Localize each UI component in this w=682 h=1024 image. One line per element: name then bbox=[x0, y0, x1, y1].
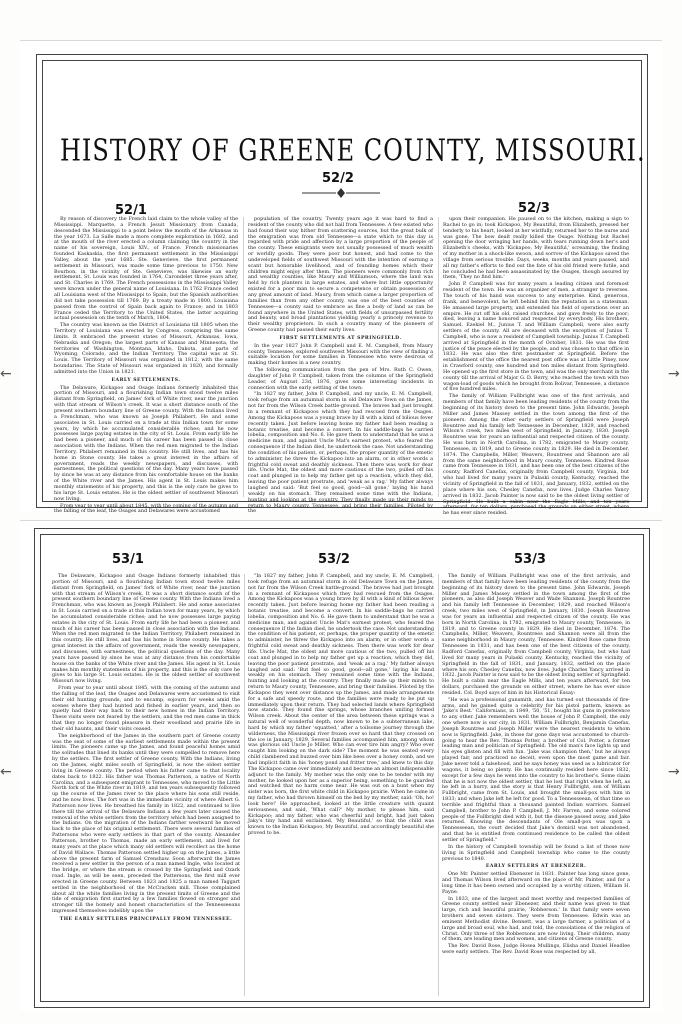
page-number-53-2: 53/2 bbox=[318, 552, 350, 567]
column-53-2 bbox=[248, 574, 434, 996]
left-arrow-icon[interactable]: ← bbox=[0, 764, 12, 780]
page-number-52-2: 52/2 bbox=[322, 171, 354, 186]
paragraph: The neighborhood of the James in the southern part of Greene county was the seat of some of the earliest settlements made within the present limits. The pioneers came up the James, and found peaceful homes amid the solitudes that lined its banks until they were compelled to remove here by the settlers. The first settler of Greene county. With the Indians, living on the James, eight miles south of Springfield, is now the oldest settler living in Greene county. The period when his father came to that locality dates back to 1822. His father was Thomas Patterson, a native of North Carolina, and a subsequent emigrant to Tennessee, who moved to the Little North fork of the White river in 1819, and ten years subsequently followed up the course of the James river to the place where his sons still reside, and he now lives. The fort was in the immediate vicinity of where Albert G. Patterson now lives. He breathed his family in 1822, and continued to live there till the arrival of the Delaware Indians a few years later caused the removal of the white settlers from the territory which had been assigned to the Indians. On the migration of the Indians farther westward he moved back to the place of his original settlement. There were several families of Pattersons who were early settlers in that part of the county. Alexander Patterson, brother to Thomas, made an early settlement, and lived for many years at the place which many old settlers will recollect as the home of David Wallace. Thomas Patterson settled higher up on the James, a little above the present farm of Samuel Crenshaw. Soon afterward the James received a new settler in the person of a man named Ingle, who located at the bridge, or where the stream is crossed by the Springfield and Ozark road. Ingle, as will be seen, preceded the Pattersons, the first mill ever erected in Greene county. Between 1823 and 1825 a man named Taggart settled in the neighborhood of the McCracken mill. Those complained about all the white families living in the present limits of Greene and the tide of emigration first started by a few families flowed on stronger and stronger till the homely and honest characteristics of the Tennesseeans impressed themselves indelibly upon the bbox=[52, 732, 240, 915]
right-arrow-icon[interactable]: → bbox=[668, 366, 680, 382]
left-arrow-icon[interactable]: ← bbox=[0, 366, 12, 382]
title-ornament-icon bbox=[300, 188, 382, 198]
paragraph: In 1833, one of the largest and most worthy and respected families of Greene county settled near Ebenezer, and their name was given to that large, rich and beautiful prairie, 'Robberson.' In that family were seven brothers and seven sisters. They were from Tennessee. Edwin was an eminent Methodist divine. Bennett, was a large farmer, a politician of a large and broad soul, who had, and told, the consolations of the religion of Christ. Only three of the Robbersons are now living. Their children, many of them, are leading men and women, and citizens of Greene county. bbox=[442, 895, 630, 943]
paragraph: "In 1827 my father, John P. Campbell, and my uncle, E. M. Campbell, took refuge from an autumnal storm in old Delaware Town on the James, not far from the Wilson Creek battle-ground. The braves had just brought in a remnant of Kickapoos which they had rescued from the Osages. Among the Kickapoos was a young brave by ill with a kind of bilious fever recently taken. Just before leaving home my father had been reading a botanic treatise, and become a convert. In his saddle-bags he carried lobelia, composition and No. 6. He gave them to understand that he was a medicine man, and against Uncle Mat's earnest protest, who feared the consequence if the Indian died, he undertook the case. Not understanding the condition of his patient, or, perhaps, the proper quantity of the emetic to administer, he threw the Kickapoo into an alarm, or in other words a frightful cold sweat and deathly sickness. Then there was work for dear life. Uncle Mat, the oldest and more cautious of the two, pulled off his coat and plunged in to help my father get up a reaction, which they did, leaving the poor patient prostrate, and 'weak as a rag.' My father always laughed and said: 'But feel so good, good—all gone,' laying his hand weakly on his stomach. They remained some time with the Indians, hunting and looking at the country. They finally made up their minds to return to Maury county, Tennessee, and bring their families. Piloted by the Kickapoo they went over distance up the James, and made arrangements for a safe and speedy route, and the families were ready to be put up immediately upon their return. They had selected lands where Springfield now stands. They found fine springs, whose branches uniting formed Wilson creek. About the center of the area between these springs was a natural well of wonderful depth, now known to be a subterranean lake, hard by which my father 'squatted,' after a toilsome journey through the wilderness, the Mississippi river frozen over so hard that they crossed on the ice in January, 1829. Several families accompanied him, among whom was glorious old Uncle Jo Miller. Who can ever tire him angry? Who ever caught him looking on the dark side? The moment he was seated every child clambered and buzzed over him like bees over a honey comb, and we had implicit faith in his 'honey pond and fritter tree,' and knew to this day. The Kickapoo came over immediately and became an almost indispensable adjunct to the family. My mother was the only one to be tender with my mother, he looked upon her as a superior being, something to be guarded and watched that no harm come near. He was out on a hunt when my sister was born, the first white child in Kickapoo prairie. When he came in my father, who had thrown himself on the bed by my mother, said: 'Oh, ho! look here!' He approached, looked at the little creature with quaint seriousness, and said, 'What call?' My mother, to please him, said Kickapoo; and my father, who was cheerful and bright, had just taken Jaky's tiny hand and exclaimed, 'My Beautiful,' so that the child was known to the Indian Kickapoo, My Beautiful, and accordingly beautiful she proved to be. bbox=[248, 573, 435, 837]
section-heading: THE EARLY SETTLERS PRINCIPALLY FROM TENNESSEE. bbox=[59, 916, 233, 922]
paragraph: "He was a professional gunsmith, and has turned out thousands of fire-arms, and he gained quite a celebrity for his pistol pattern, known as 'Jake's Best.' Californians, in 1849, '50, '51, bought his guns in preference to any other. Jake remembers well the house of John P. Campbell, the only one where now is our city, in 1831. William Fullbright, Benjamin Canefax, Joseph Rountree and Joseph Miller were the nearest residents to whom now is Springfield. Jake, in those far gone days was accustomed to church-going to hear the Rev. Thomas Potter, a brother of Col. Potter, a former leading man and politician of Springfield. The old man's face lights up and his eyes glisten and fill with fun. 'Jake was champion then,' but he always played fair, and practiced no deceit, even upon the most game and fair. Jake never told a falsehood, and he says honey was used as a lubricator for wagons, it being so plenty. He has continually resided here since 1832, except for a few days he went into the country to his brother's. Some claim that he is not now the oldest settler, that he lost that right when he left, as he left in a hurry, and the story is that Henry Fullbright, son of William Fullbright, came from St. Louis, and brought the small-pox with him in 1833; and when Jake left he left for good. To a Tennesseean, of that time so terrible and frightful than a thousand painted Indian warriors. Samuel Campbell, brother to John P. Campbell, J. Mc Farren, and some colored people of the Fullbright died with it, but the disease passed away, and Jake returned. Knowing the descendants of Ole small-pox was upon a Tennesseean, the court decided that Jake's domicil was not abandoned, and that he is entitled from continued residence to be called the oldest settler of Springfield." bbox=[442, 696, 630, 843]
paragraph: The Delaware, Kickapoo and Osage Indians formerly inhabited this portion of Missouri, and a flourishing Indian town stood twelve miles distant from Springfield, on James' fork of White river, near the junction with that stream of Wilson's creek. It was a short distance south of the present southern boundary line of Greene county. With the Indians lived a Frenchman, who was known as Joseph Philabert. He and some associates in St. Louis carried on a trade at this Indian town for many years, by which he accumulated considerable riches; and he now possesses large paying estates in the city of St. Louis. From early life he had been a pioneer, and much of his career has been passed in close association with the Indians. When the red men migrated to the Indian Territory, Philabert remained in this country. He still lives, and has his home in Stone county. He takes a great interest in the affairs of government, reads the weekly newspapers, and discusses, with earnestness, the political questions of the day. Many years have passed by since he was at any distance from his comfortable house on the banks of the White river and the James. His agent in St. Louis makes him monthly statements of his property, and this is the only care he gives to his large St. Louis estates. He is the oldest settler of southwest Missouri now living. bbox=[52, 573, 240, 685]
paragraph: In the history of Campbell township will be found a list of those now living in Springfield and Campbell township who came to the county previous to 1840. bbox=[442, 843, 630, 862]
paragraph: "In 1827 my father, John P. Campbell, and my uncle, E. M. Campbell, took refuge from an autumnal storm in old Delaware Town on the James, not far from the Wilson Creek battle-ground. The braves had just brought in a remnant of Kickapoos which they had rescued from the Osages. Among the Kickapoos was a young brave by ill with a kind of bilious fever recently taken. Just before leaving home my father had been reading a botanic treatise, and become a convert. In his saddle-bags he carried lobelia, composition and No. 6. He gave them to understand that he was a medicine man, and against Uncle Mat's earnest protest, who feared the consequence if the Indian died, he undertook the case. Not understanding the condition of his patient, or, perhaps, the proper quantity of the emetic to administer, he threw the Kickapoo into an alarm, or in other words a frightful cold sweat and deathly sickness. Then there was work for dear life. Uncle Mat, the oldest and more cautious of the two, pulled off his coat and plunged in to help my father get up a reaction, which they did, leaving the poor patient prostrate, and 'weak as a rag.' My father always laughed and said: 'But feel so good, good—all gone,' laying his hand weakly on his stomach. They remained some time with the Indians, hunting and looking at the country. They finally made up their minds to return to Maury county, Tennessee, and bring their families. Piloted by the bbox=[248, 391, 433, 515]
column-53-3 bbox=[442, 574, 630, 996]
paragraph: By reason of discovery the French laid claim to the whole valley of the Mississippi. Marquette, a French Jesuit Missionary from Canada, descended the Mississippi to a point below the mouth of the Arkansas in the year 1673. La Salle made a more complete exploration in 1682, and at the mouth of the river erected a column claiming the country in the name of his sovereign, Louis XIV., of France. French missionaries founded Kaskaskia, the first permanent settlement in the Mississippi Valley, about the year 1685. Ste. Genevieve, the first permanent settlement in Missouri, was made some time previous to 1750. New Bourbon, in the vicinity of Ste. Genevieve, was likewise an early settlement. St. Louis was founded in 1764, Carondelet three years after, and St. Charles in 1769. The French possessions in the Mississippi Valley were known under the general name of Louisiana. In 1762 France ceded all Louisiana west of the Mississippi to Spain, but the Spanish authorities did not take possession till 1769. By a treaty made in 1800, Louisiana passed from the control of Spain back again to France; and in 1803 France ceded the Territory to the United States, the latter acquiring actual possession on the tenth of March, 1804. bbox=[54, 216, 238, 322]
paragraph: One Mr. Painter settled Ebenezer in 1831. Painter has long since gone, and Thomas Wilson lived afterward on the place of Mr. Painter, and for a long time it has been owned and occupied by a worthy citizen, William H. Payne. bbox=[442, 871, 630, 895]
paragraph: The Delaware, Kickapoo and Osage Indians formerly inhabited this portion of Missouri, and a flourishing Indian town stood twelve miles distant from Springfield, on James' fork of White river, near the junction with that stream of Wilson's creek. It was a short distance south of the present southern boundary line of Greene county. With the Indians lived a Frenchman, who was known as Joseph Philabert. He and some associates in St. Louis carried on a trade at this Indian town for some years, by which he accumulated considerable riches; and he now possesses large paying estates in the city of St. Louis. From early life he had been a pioneer, and much of his career has been passed in close association with the Indians. When the red men migrated to the Indian Territory, Philabert remained in this country. He still lives, and has his home in Stone county. He takes a great interest in the affairs of government, reads the weekly newspapers, and discusses, with earnestness, the political questions of the day. Many years have passed by since he was at any distance from his comfortable house on the banks of the White river and the James. His agent in St. Louis makes him monthly statements of his property, and this is the only care he gives to his large St. Louis estates. He is the oldest settler of southwest Missouri now living. bbox=[54, 384, 238, 502]
section-heading: FIRST SETTLEMENTS AT SPRINGFIELD. bbox=[279, 335, 402, 341]
page-number-53-1: 53/1 bbox=[112, 552, 144, 567]
column-divider bbox=[243, 217, 244, 497]
paragraph: From year to year until about 1845, with the coming of the autumn and the falling of the leaf, the Osages and Delawares were accustomed to visit their old hunting grounds, and to encamp, sojourn for weeks amid the scenes where they had hunted and fished in earlier years, and then so quietly had their way back to their new homes in the Indian Territory. These visits were not feared by the settlers, and the red men came in thick that they no longer found pleasure in their woodland and prairie life in their old haunts, and their visits ceased. bbox=[52, 685, 240, 732]
section-heading: EARLY SETTLERS AT EBENEZER. bbox=[485, 864, 587, 870]
paragraph: In the year 1827 John P. Campbell and E. M. Campbell, from Maury county, Tennessee, explored southwest Missouri with the view of finding a suitable location for some families in Tennessee who were desirous of making their homes in a new country. bbox=[248, 342, 433, 367]
paragraph: The country was known as the District of Louisiana till 1805 when the Territory of Louisiana was erected by Congress, comprising the same limits. It embraced the present states of Missouri, Arkansas, Iowa, Nebraska and Oregon; the largest parts of Kansas and Minnesota, the territories of Washington, Montana, Idaho, Dakota, and parts of Wyoming, Colorado, and the Indian Territory. The capital was at St. Louis. The Territory of Missouri was organized in 1812, with the same boundaries. The State of Missouri was organized in 1820, and formally admitted into the Union in 1821. bbox=[54, 322, 238, 375]
page-title: HISTORY OF GREENE COUNTY, MISSOURI. bbox=[60, 133, 646, 168]
page-number-53-3: 53/3 bbox=[514, 552, 546, 567]
page-number-52-1: 52/1 bbox=[115, 203, 147, 218]
paragraph: upon their companion. He paused on to the kitchen, making a sign to Rachel to go in; took Kickapoo, My Beautiful, from Elizabeth, pressed her tenderly to his heart, looked at her wistfully, returned her to the nurse and was gone. The bow dealt really killed the Osage. Nothing but Rachel opening the door wringing her hands, with tears running down her's and Elizabeth's cheeks, with 'Kickapoo, My Beautiful,' screaming, the finding of my mother in a shock-like swoon, and sorrow of the Kickapoo saved the village from serious trouble. Days, weeks, months and years passed, and all my father's efforts to find out the fate of his old friend were futile, and he concluded he had been assassinated by the Osages, though assured by them, 'They no find him.' bbox=[443, 216, 629, 281]
column-divider bbox=[438, 217, 439, 497]
paragraph: From year to year until about 1845, with the coming of the autumn and the falling of the leaf, the Osages and Delawares were accustomed bbox=[54, 502, 238, 515]
column-52-1 bbox=[54, 216, 238, 515]
column-52-3 bbox=[443, 216, 630, 517]
column-divider bbox=[438, 574, 439, 996]
section-heading: EARLY SETTLEMENTS. bbox=[111, 377, 181, 383]
column-divider bbox=[244, 574, 245, 996]
right-arrow-icon[interactable]: → bbox=[668, 764, 680, 780]
column-53-1 bbox=[52, 574, 240, 996]
paragraph: John P. Campbell was for many years a leading citizen and foremost resident of the town. He was an organizer of men, a stranger to reverses. The touch of his hand was success to any enterprise. Kind, generous, frank, and benevolent, he left behind him the reputation as a statesman. He amassed large property, and extended his field of operations over an empire. He cut off his old, raised churches, and gave freely to the poor; died, leaving a name honored and respected by everybody. His brothers, Samuel, Ezekiel M., Junius T. and William Campbell, were also early settlers of the county. All are deceased with the exception of Junius T. Campbell, who is now a resident of Campbell township. Junius T. Campbell arrived at Springfield in the month of October, 1831. He was the first justice of the peace elected by the people, and was chosen to that office in 1832. He was also the first postmaster at Springfield. Before the establishment of the office the nearest post office was at Little Piney, now in Crawford county, one hundred and ten miles distant from Springfield. He opened up the first store in the town, and was the only merchant in the county till the arrival of Major G. D. Berry, who reached the town with two wagon-load of goods which he brought from Bolivar, Tennessee, a distance of five hundred miles. bbox=[443, 281, 629, 393]
paragraph: The family of William Fullbright was one of the first arrivals, and members of that family have been leading residents of the county from the beginning of its history down to the present time. John Edwards, Joseph Miller and James Massey settled in the town among the first of the pioneers. Among the other early settlers of Springfield were Joseph Rountree and his family left Tennessee in December, 1829, and reached Wilson's creek, two miles west of Springfield, in January, 1830. Joseph Rountree was for years an influential and respected citizen of the county. He was born in North Carolina, in 1782, emigrated to Maury county, Tennessee, in 1819, and to Greene county in 1829. He died in December, 1874. The Campbells, Miller, Weavers, Rountrees and Shannon are all from the same neighborhood in Maury county, Tennessee. Kindred Rose came from Tennessee in 1831, and has been one of the best citizens of the county. Radford Canefax, originally from Campbell county, Virginia, but who had lived for many years in Pulaski county, Kentucky, reached the vicinity of Springfield in the fall of 1831, and January, 1832, settled on the place where his son, Chesley Canefax, now lives. Judge Charles Yancy arrived in 1832. Jacob Painter is now said to be the oldest living settler of Springfield. He built a cabin near the Eagle Mills, and ten years afterward, for ten dollars, purchased the grounds on either street, where he has ever since resided. bbox=[443, 393, 630, 517]
paragraph: The Rev. David Rose, Judge Hosea Mullings, Elisha and Daniel Headlee were early settlers. The Rev. David Rose was respected by all, bbox=[442, 943, 630, 956]
page-number-52-3: 52/3 bbox=[518, 201, 550, 216]
paragraph: The family of William Fullbright was one of the first arrivals, and members of that family have been leading residents of the county from the beginning of its history down to the present time. John Edwards, Joseph Miller and James Massey settled in the town among the first of the pioneers, as also did Joseph Weaver and Wade Shannon. Joseph Rountree and his family left Tennessee in December, 1829, and reached Wilson's creek, two miles west of Springfield, in January, 1830. Joseph Rountree was for years an influential and respected citizen of the county. He was born in North Carolina, in 1782, emigrated to Maury county, Tennessee, in 1819, and to Greene county in 1829. He died in December, 1874. The Campbells, Miller, Weavers, Rountrees and Shannon were all from the same neighborhood in Maury county, Tennessee. Kindred Rose came from Tennessee in 1831, and has been one of the best citizens of the county. Radford Canefax, originally from Campbell county, Virginia, but who had lived for many years in Pulaski county, Kentucky, reached the vicinity of Springfield in the fall of 1831, and January, 1832, settled on the place where his son, Chesley Canefax, now lives. Judge Charles Yancy arrived in 1832. Jacob Painter is now said to be the oldest living settler of Springfield. He built a cabin near the Eagle Mills, and ten years afterward, for ten dollars, purchased the grounds on either street, where he has ever since resided. Col. Boyd says of him in his Historical Essay: bbox=[442, 573, 630, 696]
paragraph: The following communication from the pen of Mrs. Ruth C. Owen, daughter of John P. Campbell, taken from the columns of the Springfield Leader, of August 23d, 1876, gives some interesting incidents in connection with the early settling of the town: bbox=[248, 367, 433, 391]
column-52-2 bbox=[248, 216, 433, 515]
paragraph: population of the country. Twenty years ago it was hard to find a resident of the county who did not hail from Tennessee. A few existed who had found their way hither from scattering sources, but the great bulk of the emigration was from old Tennessee—a state which to this day is regarded with pride and affection by a large proportion of the people of the county. These emigrants were not usually possessed of much wealth or worldly goods. They were poor but honest, and had come to the undeveloped fields of southwest Missouri with the intention of earning a scant but honorable livelihood, and of founding homes which their children might enjoy after them. The pioneers were commonly from rich and wealthy counties, like Maury and Williamson, where the land was held by rich planters in large estates, and where but little opportunity existed for a poor man to secure a competence or obtain possession of any great amount of land. Maury, from which came a larger proportion of families than from any other county, was one of the best counties of Tennessee—a county said to embrace as fine a body of land as can be found anywhere in the United States, with fields of unsurpassed fertility and beauty, and broad plantations yielding yearly a princely revenue to their wealthy proprietors. In such a country many of the pioneers of Greene county had passed their early lives. bbox=[248, 216, 433, 334]
